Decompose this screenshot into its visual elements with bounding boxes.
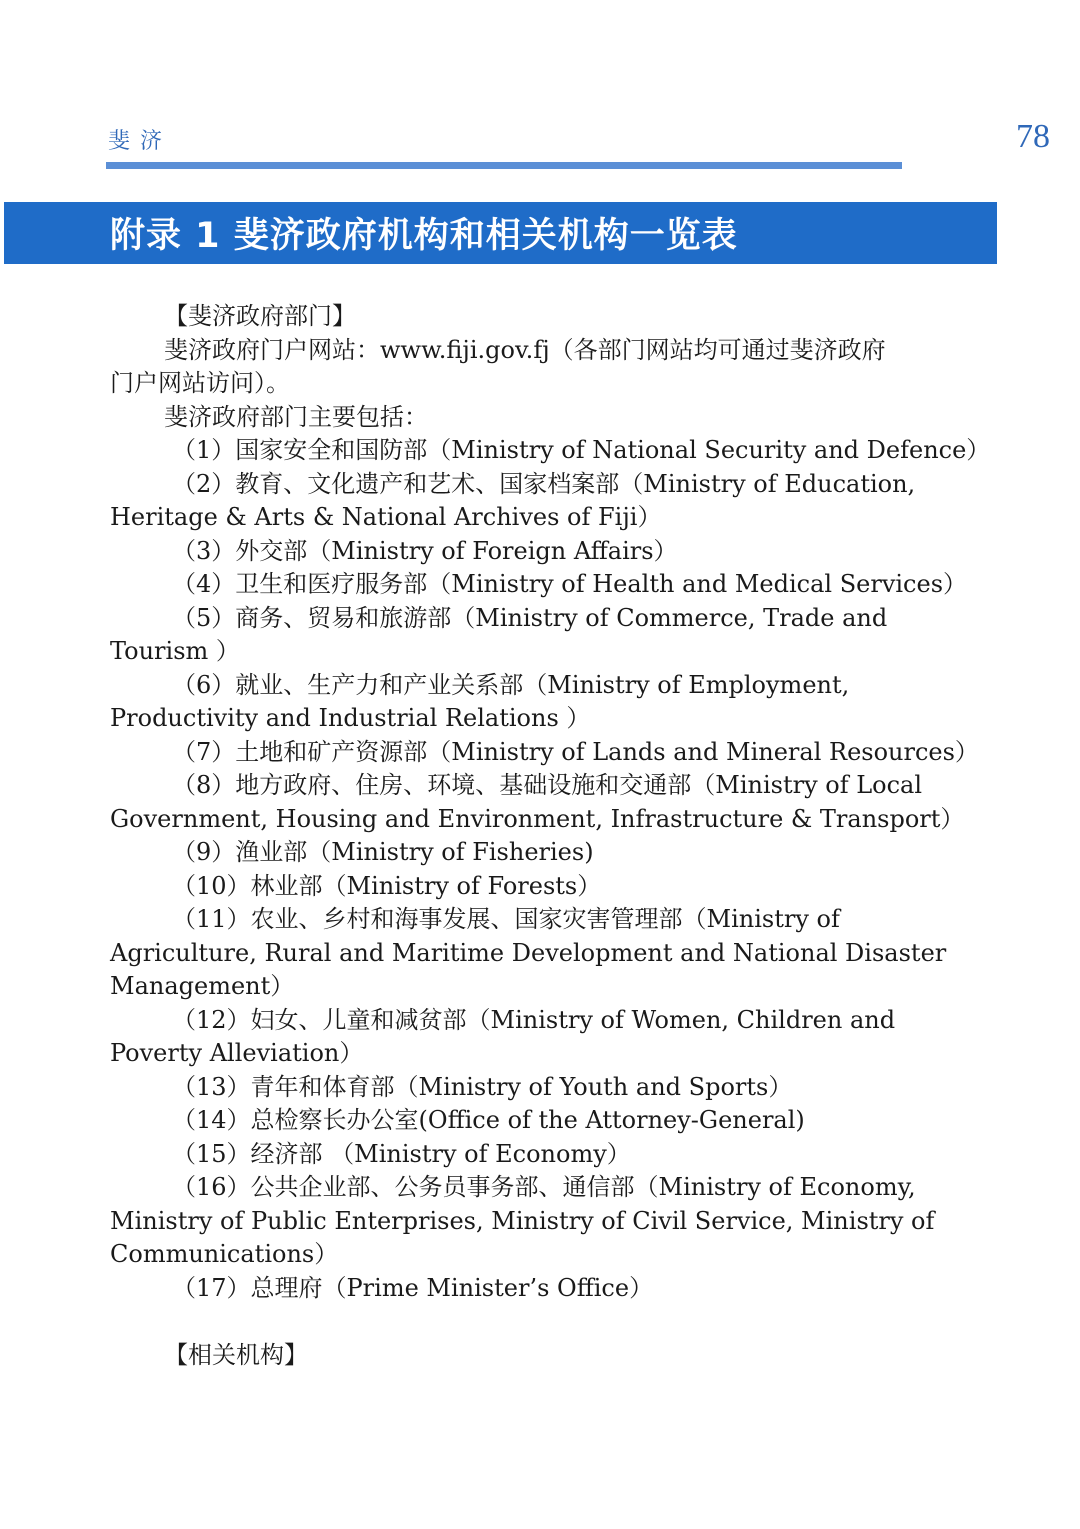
ministry-item: （12）妇女、儿童和减贫部（Ministry of Women, Children and <box>172 1005 896 1034</box>
running-header-section: 斐济 <box>108 129 173 154</box>
ministry-item-continuation: Management） <box>110 972 295 1000</box>
ministry-item-continuation: Poverty Alleviation） <box>110 1039 364 1067</box>
ministry-item: （13）青年和体育部（Ministry of Youth and Sports） <box>172 1072 793 1101</box>
section-gap <box>110 1305 972 1339</box>
ministry-item-continuation: Agriculture, Rural and Maritime Development and National Disaster <box>110 938 947 967</box>
ministry-item: （14）总检察长办公室(Office of the Attorney-General) <box>172 1106 805 1134</box>
ministry-item: （5）商务、贸易和旅游部（Ministry of Commerce, Trade and <box>172 603 888 632</box>
ministry-item: （7）土地和矿产资源部（Ministry of Lands and Mineral Resources） <box>172 737 979 766</box>
ministry-item: （10）林业部（Ministry of Forests） <box>172 871 602 900</box>
ministry-item: （9）渔业部（Ministry of Fisheries) <box>172 838 594 866</box>
header-rule <box>106 162 902 169</box>
page-number: 78 <box>1016 118 1050 155</box>
ministry-item-continuation: Tourism ） <box>110 637 240 665</box>
section-heading-government: 【斐济政府部门】 <box>164 302 356 330</box>
ministry-item: （4）卫生和医疗服务部（Ministry of Health and Medical Services） <box>172 570 968 598</box>
ministry-item: （2）教育、文化遗产和艺术、国家档案部（Ministry of Education, <box>172 469 916 498</box>
ministry-item-continuation: Productivity and Industrial Relations ） <box>110 704 591 732</box>
ministry-item: （17）总理府（Prime Minister’s Office） <box>172 1273 654 1302</box>
ministry-item: （1）国家安全和国防部（Ministry of National Security and Defence） <box>172 436 991 464</box>
ministry-item: （3）外交部（Ministry of Foreign Affairs） <box>172 536 678 565</box>
ministry-list <box>110 434 991 1305</box>
appendix-title-band <box>4 202 997 264</box>
ministry-item: （6）就业、生产力和产业关系部（Ministry of Employment, <box>172 670 850 699</box>
ministry-item-continuation: Ministry of Public Enterprises, Ministry of Civil Service, Ministry of <box>110 1206 935 1235</box>
portal-line: 斐济政府门户网站：www.fiji.gov.fj（各部门网站均可通过斐济政府 <box>164 335 886 364</box>
ministry-item: （11）农业、乡村和海事发展、国家灾害管理部（Ministry of <box>172 905 840 933</box>
document-body <box>110 300 991 1372</box>
ministry-item: （15）经济部 （Ministry of Economy） <box>172 1139 631 1168</box>
portal-line-continuation: 门户网站访问）。 <box>110 369 290 397</box>
ministry-item-continuation: Heritage & Arts & National Archives of Fiji） <box>110 503 662 531</box>
ministry-item-continuation: Communications） <box>110 1240 339 1268</box>
section-heading-related: 【相关机构】 <box>164 1340 308 1369</box>
ministry-item: （8）地方政府、住房、环境、基础设施和交通部（Ministry of Local <box>172 771 923 799</box>
ministry-item: （16）公共企业部、公务员事务部、通信部（Ministry of Economy, <box>172 1173 916 1201</box>
appendix-title: 附录 1 斐济政府机构和相关机构一览表 <box>110 216 738 256</box>
ministry-item-continuation: Government, Housing and Environment, Infrastructure & Transport） <box>110 804 965 833</box>
intro-line: 斐济政府部门主要包括： <box>164 402 428 431</box>
